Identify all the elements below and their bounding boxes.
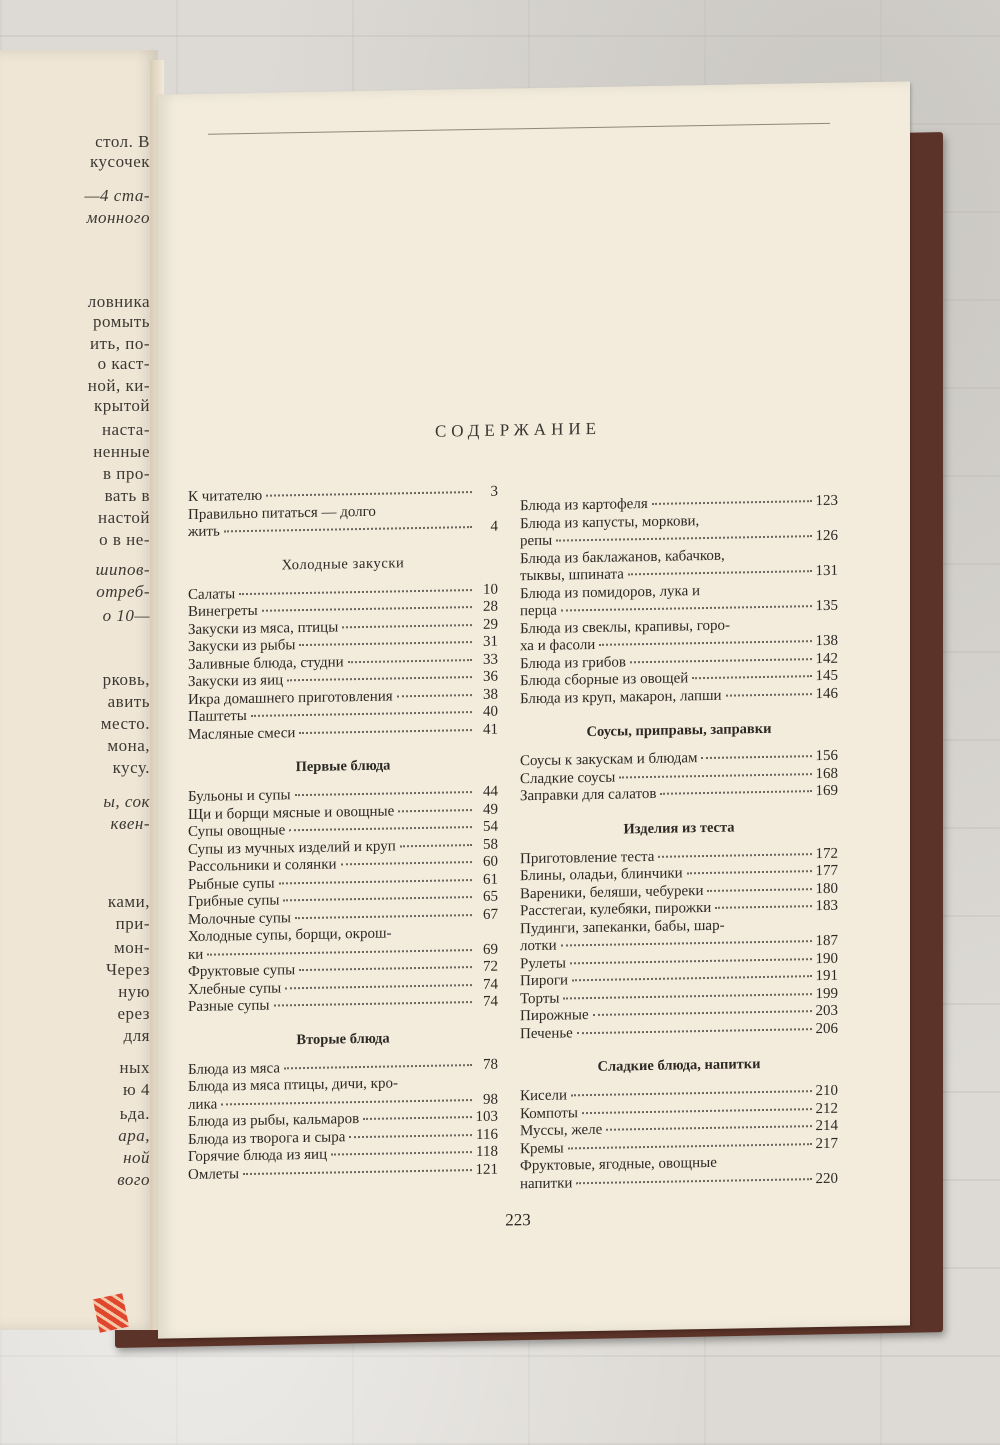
toc-entry-title: тыквы, шпината	[520, 566, 624, 585]
toc-entry-title: Блины, оладьи, блинчики	[520, 865, 683, 885]
dot-leader	[262, 606, 472, 612]
toc-entry-page: 65	[483, 888, 498, 905]
left-page-text-line: ара,	[118, 1126, 150, 1145]
dot-leader	[707, 888, 811, 892]
toc-entry-page: 199	[815, 985, 838, 1002]
toc-entry-page: 138	[815, 632, 838, 650]
toc-entry-page: 191	[815, 967, 838, 985]
toc-entry-page: 131	[815, 562, 838, 580]
toc-entry-title: Блюда из рыбы, кальмаров	[188, 1111, 360, 1131]
toc-entry-title: Вареники, беляши, чебуреки	[520, 882, 704, 902]
dot-leader	[561, 605, 812, 611]
toc-entry-page: 210	[815, 1082, 838, 1100]
toc-entry-page: 118	[476, 1143, 498, 1161]
toc-entry-title: напитки	[520, 1174, 573, 1192]
toc-entry-page: 98	[483, 1091, 498, 1108]
dot-leader	[660, 790, 811, 795]
dot-leader	[224, 526, 472, 532]
toc-entry-title: Блюда из мяса	[188, 1059, 280, 1078]
left-page-text-line: крытой	[94, 396, 150, 415]
right-page	[158, 81, 910, 1338]
dot-leader	[274, 1001, 472, 1006]
left-page-text-line: стол. В	[95, 132, 150, 151]
dot-leader	[283, 896, 472, 901]
dot-leader	[221, 1099, 472, 1105]
left-page-text-line: ьда.	[119, 1104, 150, 1123]
dot-leader	[289, 826, 472, 831]
toc-entry-title: лотки	[520, 937, 557, 955]
toc-entry-title: Блюда из круп, макарон, лапши	[520, 687, 722, 707]
toc-entry-page: 74	[483, 993, 498, 1010]
toc-entry-title: Молочные супы	[188, 909, 291, 928]
dot-leader	[606, 1125, 811, 1131]
left-page-text-line: рковь,	[102, 670, 150, 689]
dot-leader	[400, 844, 472, 847]
toc-entry-title: Сладкие соусы	[520, 769, 616, 787]
toc-entry-title: Компоты	[520, 1104, 578, 1122]
toc-entry-title: Кремы	[520, 1139, 564, 1157]
dot-leader	[342, 624, 472, 628]
toc-entry-title: Торты	[520, 990, 560, 1007]
toc-entry-page: 28	[483, 598, 498, 615]
toc-entry-page: 172	[815, 845, 838, 862]
toc-entry-page: 135	[815, 597, 838, 615]
left-page-text-line: наста-	[101, 420, 150, 439]
dot-leader	[285, 984, 472, 989]
dot-leader	[295, 791, 472, 796]
dot-leader	[299, 729, 472, 734]
dot-leader	[571, 1090, 811, 1096]
dot-leader	[207, 949, 472, 956]
toc-entry-title: Печенье	[520, 1024, 573, 1042]
dot-leader	[299, 966, 472, 971]
toc-entry-page: 49	[483, 801, 498, 818]
toc-entry-page: 31	[483, 633, 498, 650]
left-page-text-line: ить, по-	[89, 334, 150, 353]
dot-leader	[561, 940, 812, 946]
left-page-text-line: авить	[107, 692, 150, 711]
toc-section-heading: Первые блюда	[295, 757, 391, 776]
dot-leader	[658, 853, 811, 858]
toc-entry-title: Горячие блюда из яиц	[188, 1146, 328, 1166]
left-page	[0, 50, 158, 1330]
dot-leader	[619, 773, 811, 778]
toc-entry-page: 41	[483, 721, 498, 738]
toc-entry-title: Масляные смеси	[188, 724, 296, 743]
toc-entry-title: Пирожные	[520, 1007, 589, 1025]
dot-leader	[687, 870, 812, 874]
toc-entry-title: Блюда сборные из овощей	[520, 670, 689, 690]
toc-entry-page: 212	[815, 1100, 838, 1117]
left-page-text-line: в про-	[102, 464, 150, 483]
dot-leader	[628, 570, 812, 575]
toc-entry-title: Блюда из мяса птицы, дичи, кро-	[188, 1075, 398, 1096]
left-page-text-line: настой	[98, 508, 150, 527]
toc-entry-title: Фруктовые супы	[188, 962, 296, 981]
toc-entry-page: 168	[815, 765, 838, 782]
toc-entry-title: Пудинги, запеканки, бабы, шар-	[520, 917, 725, 937]
toc-entry-page: 156	[815, 747, 838, 765]
left-page-text-line: для	[123, 1026, 150, 1045]
toc-entry-title: Муссы, желе	[520, 1121, 603, 1140]
toc-entry-title: лика	[188, 1096, 218, 1113]
toc-entry-title: Разные супы	[188, 997, 270, 1016]
toc-entry-title: Супы из мучных изделий и круп	[188, 837, 396, 858]
toc-entry-title: Фруктовые, ягодные, овощные	[520, 1154, 717, 1175]
toc-entry-title: Хлебные супы	[188, 979, 282, 998]
left-page-text-line: ромыть	[92, 312, 150, 331]
left-page-text-line: монного	[86, 208, 150, 227]
toc-right-column	[520, 493, 838, 1194]
toc-entry-title: Блюда из творога и сыра	[188, 1128, 346, 1148]
left-page-text-line: ю 4	[123, 1080, 150, 1099]
toc-entry-title: Кисели	[520, 1087, 568, 1105]
left-page-text-line: ерез	[117, 1004, 150, 1023]
toc-entry-page: 142	[815, 650, 838, 667]
dot-leader	[726, 693, 812, 697]
left-page-text-line: кусочек	[90, 152, 150, 171]
toc-left-column	[188, 484, 498, 1184]
header-rule	[208, 123, 830, 135]
toc-entry-page: 116	[476, 1126, 498, 1143]
dot-leader	[341, 861, 472, 865]
left-page-text-line: мона,	[107, 736, 150, 755]
left-page-text-line: вать в	[104, 486, 150, 505]
toc-entry-page: 74	[483, 976, 498, 993]
toc-entry-page: 3	[490, 483, 498, 500]
toc-entry-page: 61	[483, 871, 498, 888]
left-page-text-line: Через	[105, 960, 150, 979]
toc-entry-page: 220	[815, 1170, 838, 1187]
toc-entry-title: Холодные супы, борщи, окрош-	[188, 925, 392, 946]
dot-leader	[287, 676, 472, 681]
toc-entry-page: 44	[483, 783, 498, 800]
toc-entry-page: 78	[483, 1056, 498, 1073]
dot-leader	[701, 755, 811, 759]
toc-entry-page: 183	[815, 897, 838, 915]
toc-entry-title: К читателю	[188, 487, 263, 506]
toc-entry-title: Расстегаи, кулебяки, пирожки	[520, 899, 712, 920]
dot-leader	[284, 1064, 472, 1069]
toc-entry-page: 54	[483, 818, 498, 835]
toc-entry-title: Закуски из рыбы	[188, 637, 296, 656]
toc-entry-page: 203	[815, 1002, 838, 1020]
toc-heading: СОДЕРЖАНИЕ	[434, 418, 602, 441]
dot-leader	[279, 879, 472, 884]
left-page-text-line: ную	[118, 982, 150, 1001]
toc-entry-page: 190	[815, 950, 838, 967]
toc-entry-title: Блюда из капусты, моркови,	[520, 512, 700, 532]
toc-entry-title: ха и фасоли	[520, 636, 596, 655]
toc-entry-page: 180	[815, 880, 838, 897]
toc-entry-page: 60	[483, 853, 498, 870]
dot-leader	[349, 1134, 472, 1138]
toc-entry-title: Закуски из яиц	[188, 672, 284, 691]
toc-entry-title: Блюда из грибов	[520, 653, 626, 672]
dot-leader	[397, 694, 472, 697]
toc-entry-page: 169	[815, 782, 838, 800]
left-page-text-line: ной	[123, 1148, 150, 1167]
toc-entry-page: 177	[815, 862, 838, 880]
toc-entry-title: Блюда из помидоров, лука и	[520, 582, 701, 602]
toc-entry-title: Грибные супы	[188, 892, 280, 911]
dot-leader	[652, 500, 812, 505]
toc-entry-title: Рулеты	[520, 954, 566, 972]
dot-leader	[582, 1108, 812, 1114]
toc-entry-page: 67	[483, 906, 498, 923]
left-page-text-line: ных	[119, 1058, 150, 1077]
toc-entry-title: Бульоны и супы	[188, 787, 291, 806]
toc-entry-title: Соусы к закускам и блюдам	[520, 750, 698, 770]
toc-entry-title: перца	[520, 602, 557, 620]
toc-entry-page: 40	[483, 703, 498, 720]
dot-leader	[363, 1116, 471, 1120]
left-page-text-line: вого	[117, 1170, 150, 1189]
left-page-text-line: шипов-	[95, 560, 150, 579]
toc-entry-page: 187	[815, 932, 838, 950]
dot-leader	[243, 1169, 471, 1175]
toc-entry-page: 103	[475, 1108, 498, 1126]
toc-entry-page: 10	[483, 581, 498, 598]
left-page-text-line: мон-	[113, 938, 150, 957]
left-page-text-line: о каст-	[97, 354, 150, 373]
dot-leader	[239, 589, 472, 595]
toc-entry-title: репы	[520, 532, 553, 550]
left-page-text-line: о 10—	[102, 606, 150, 625]
dot-leader	[251, 711, 472, 717]
toc-section-heading: Холодные закуски	[281, 554, 405, 573]
toc-entry-page: 69	[483, 941, 498, 958]
toc-entry-page: 145	[815, 667, 838, 685]
dot-leader	[348, 659, 472, 663]
toc-section-heading: Вторые блюда	[296, 1030, 390, 1048]
toc-entry-title: ки	[188, 946, 204, 963]
dot-leader	[266, 491, 472, 497]
dot-leader	[295, 914, 472, 919]
toc-entry-title: Блюда из баклажанов, кабачков,	[520, 547, 725, 567]
toc-section-heading: Сладкие блюда, напитки	[597, 1056, 761, 1075]
left-page-text-line: квен-	[110, 814, 150, 833]
toc-entry-title: Блюда из свеклы, крапивы, горо-	[520, 617, 730, 637]
left-page-text-line: кусу.	[112, 758, 150, 777]
toc-entry-title: Рассольники и солянки	[188, 856, 337, 876]
left-page-text-line: ненные	[93, 442, 150, 461]
toc-entry-title: Пироги	[520, 972, 569, 990]
toc-entry-title: жить	[188, 523, 220, 541]
page-number: 223	[505, 1210, 531, 1230]
dot-leader	[577, 1028, 812, 1034]
left-page-text-line: ловника	[87, 292, 150, 311]
dot-leader	[630, 658, 812, 663]
dot-leader	[570, 958, 812, 964]
dot-leader	[556, 535, 811, 541]
dot-leader	[568, 1143, 812, 1149]
toc-entry-title: Салаты	[188, 585, 236, 603]
toc-entry-title: Икра домашнего приготовления	[188, 687, 393, 708]
toc-entry-title: Приготовление теста	[520, 848, 655, 867]
toc-entry-page: 38	[483, 686, 498, 703]
dot-leader	[563, 993, 811, 999]
toc-entry-title: Супы овощные	[188, 822, 286, 841]
toc-entry-page: 72	[483, 958, 498, 975]
toc-entry-page: 206	[815, 1020, 838, 1037]
toc-entry-title: Заправки для салатов	[520, 785, 657, 805]
toc-entry-page: 4	[490, 518, 498, 535]
toc-entry-page: 58	[483, 836, 498, 853]
toc-entry-title: Винегреты	[188, 602, 258, 621]
dot-leader	[299, 641, 472, 646]
toc-entry-page: 36	[483, 668, 498, 685]
toc-entry-page: 214	[815, 1117, 838, 1135]
left-page-text-line: место.	[100, 714, 150, 733]
toc-entry-title: Щи и борщи мясные и овощные	[188, 802, 395, 823]
dot-leader	[576, 1178, 811, 1184]
toc-entry-page: 29	[483, 616, 498, 633]
toc-section-heading: Соусы, приправы, заправки	[586, 720, 772, 741]
toc-entry-title: Омлеты	[188, 1165, 240, 1183]
left-page-text-line: при-	[115, 914, 150, 933]
toc-entry-title: Правильно питаться — долго	[188, 503, 376, 523]
dot-leader	[572, 975, 811, 981]
toc-entry-page: 217	[815, 1135, 838, 1152]
toc-section-heading: Изделия из теста	[623, 818, 735, 837]
left-page-text-line: ы, сок	[103, 792, 150, 811]
dot-leader	[593, 1010, 812, 1016]
toc-entry-title: Рыбные супы	[188, 875, 275, 893]
dot-leader	[599, 640, 811, 646]
toc-entry-page: 146	[815, 685, 838, 702]
toc-entry-page: 126	[815, 527, 838, 545]
toc-entry-title: Паштеты	[188, 708, 247, 726]
toc-entry-title: Блюда из картофеля	[520, 496, 648, 515]
left-page-text-line: о в не-	[99, 530, 150, 549]
toc-entry-page: 33	[483, 651, 498, 668]
dot-leader	[331, 1151, 472, 1155]
left-page-text-line: отреб-	[96, 582, 150, 601]
toc-entry-title: Заливные блюда, студни	[188, 653, 344, 673]
toc-entry-title: Закуски из мяса, птицы	[188, 618, 339, 638]
toc-entry-page: 121	[475, 1161, 498, 1178]
dot-leader	[398, 809, 472, 812]
toc-entry-page: 123	[815, 492, 838, 510]
left-page-text-line: ками,	[107, 892, 150, 911]
left-page-text-line: —4 ста-	[84, 186, 150, 205]
dot-leader	[715, 905, 811, 909]
left-page-text-line: ной, ки-	[87, 376, 150, 395]
dot-leader	[692, 675, 811, 679]
